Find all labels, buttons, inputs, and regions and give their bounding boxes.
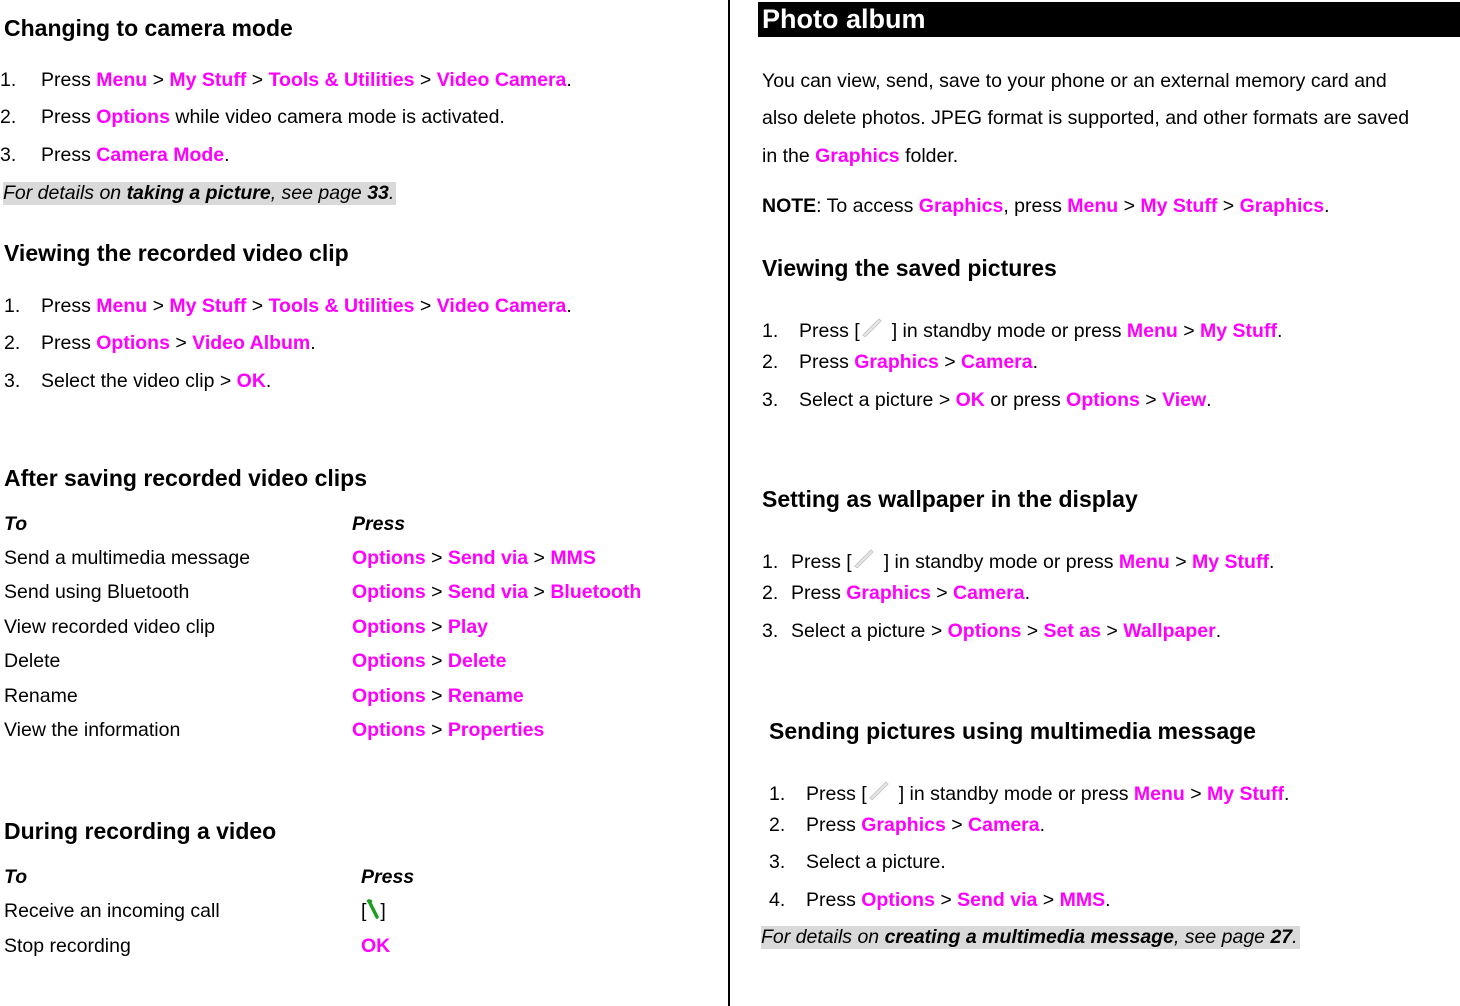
menu-term: MMS xyxy=(1059,889,1106,911)
step-pictures-1: 1. Press [ ] in standby mode or press Menu > My Stuff. xyxy=(762,320,1282,343)
menu-term: Wallpaper xyxy=(1123,620,1216,642)
menu-term: Options xyxy=(96,332,170,354)
note-access-graphics: NOTE: To access Graphics, press Menu > My Stuff > Graphics. xyxy=(762,195,1330,217)
note-creating-mms: For details on creating a multimedia message, see page 27. xyxy=(761,926,1298,948)
text-run: > xyxy=(934,889,958,911)
text-run: > xyxy=(1169,551,1193,573)
text-run: Select the video clip > xyxy=(41,370,237,392)
text-run: Press xyxy=(799,351,855,373)
soft-key-icon xyxy=(867,778,889,800)
table-row-press xyxy=(352,719,544,742)
menu-term: My Stuff xyxy=(1192,551,1269,573)
menu-term: MMS xyxy=(550,547,596,569)
text-run: > xyxy=(425,650,448,672)
step-send-1: 1. Press [ ] in standby mode or press Menu > My Stuff. xyxy=(769,783,1289,806)
text-run: . xyxy=(1105,889,1111,911)
menu-term: Graphics xyxy=(861,814,946,836)
text-run: , press xyxy=(1003,195,1068,217)
text-run: or press xyxy=(984,389,1067,411)
section-heading-sending-pictures: Sending pictures using multimedia message xyxy=(769,718,1256,744)
text-run: > xyxy=(246,69,269,91)
table-row-label: View the information xyxy=(4,719,181,741)
text-run: Press xyxy=(791,582,847,604)
menu-term: Camera xyxy=(953,582,1025,604)
column-header-to: To xyxy=(4,513,28,535)
text-run: > xyxy=(1021,620,1044,642)
text-run: > xyxy=(147,69,170,91)
text-run: > xyxy=(945,814,969,836)
text-run: . xyxy=(310,332,316,354)
intro-line-1: You can view, send, save to your phone or an external memory card and xyxy=(762,70,1387,92)
text-run: Press xyxy=(41,106,97,128)
step-pictures-2: 2. Press Graphics > Camera. xyxy=(762,351,1039,373)
text-run: > xyxy=(246,295,269,317)
table-row-label: View recorded video clip xyxy=(4,616,216,638)
table-row-label: Send using Bluetooth xyxy=(4,581,190,603)
menu-term: Menu xyxy=(1067,195,1119,217)
text-run: > xyxy=(425,581,448,603)
text-run: > xyxy=(1139,389,1163,411)
text-run: Select a picture. xyxy=(806,851,946,873)
menu-term: Video Album xyxy=(192,332,311,354)
text-run: > xyxy=(938,351,962,373)
text-run: > xyxy=(930,582,954,604)
menu-term: Options xyxy=(352,547,426,569)
text-run: while video camera mode is activated. xyxy=(169,106,505,128)
text-run: . xyxy=(1032,351,1039,373)
section-heading-viewing-pictures: Viewing the saved pictures xyxy=(762,255,1057,281)
text-run: > xyxy=(425,719,448,741)
text-run: > xyxy=(414,69,437,91)
text-run: . xyxy=(224,144,230,166)
table-row-press xyxy=(352,547,596,570)
text-run: > xyxy=(425,685,448,707)
table-row-press: OK xyxy=(361,935,391,957)
menu-term: My Stuff xyxy=(169,69,247,91)
table-row-label: Send a multimedia message xyxy=(4,547,251,569)
text-run: . xyxy=(1268,551,1275,573)
text-run: . xyxy=(1039,814,1046,836)
text-run: ] in standby mode or press xyxy=(898,783,1134,805)
text-run: . xyxy=(1206,389,1212,411)
step-wallpaper-1: 1. Press [ ] in standby mode or press Menu > My Stuff. xyxy=(762,551,1274,574)
table-row-label: Stop recording xyxy=(4,935,131,957)
text-run: Select a picture > xyxy=(791,620,948,642)
text-run: Press xyxy=(806,889,862,911)
menu-term: My Stuff xyxy=(1140,195,1218,217)
text-run: > xyxy=(1118,195,1141,217)
menu-term: Play xyxy=(447,616,489,638)
menu-term: Options xyxy=(352,581,426,603)
menu-term: Set as xyxy=(1043,620,1101,642)
text-run: > xyxy=(1184,783,1208,805)
menu-term: Rename xyxy=(447,685,524,707)
menu-term: Menu xyxy=(96,295,148,317)
text-run: . xyxy=(566,69,572,91)
section-heading-viewing-video: Viewing the recorded video clip xyxy=(4,240,349,266)
text-run: > xyxy=(425,616,448,638)
text-run: . xyxy=(1215,620,1222,642)
text-run: > xyxy=(528,547,551,569)
text-run: Press xyxy=(41,144,97,166)
menu-term: My Stuff xyxy=(1207,783,1284,805)
menu-term: Graphics xyxy=(1239,195,1325,217)
text-run: . xyxy=(1283,783,1290,805)
text-run: . xyxy=(265,370,272,392)
menu-term: Options xyxy=(947,620,1022,642)
column-header-to: To xyxy=(4,866,28,888)
menu-term: Tools & Utilities xyxy=(268,69,415,91)
section-heading-after-saving: After saving recorded video clips xyxy=(4,465,368,491)
menu-term: Options xyxy=(861,889,935,911)
step-camera-3: 3. Press Camera Mode. xyxy=(0,144,230,166)
column-header-press: Press xyxy=(352,513,406,535)
text-run: > xyxy=(425,547,448,569)
table-row-press xyxy=(352,685,524,708)
step-view-3: 3. Select the video clip > OK. xyxy=(4,370,272,392)
text-run: > xyxy=(528,581,551,603)
intro-line-2: also delete photos. JPEG format is supported, and other formats are saved xyxy=(762,107,1410,129)
step-send-3: 3. Select a picture. xyxy=(769,851,946,873)
step-wallpaper-3: 3. Select a picture > Options > Set as > Wallpaper. xyxy=(762,620,1222,642)
menu-term: Menu xyxy=(1118,551,1170,573)
text-run: Press xyxy=(41,332,97,354)
menu-term: Delete xyxy=(447,650,507,672)
step-camera-2: 2. Press Options while video camera mode is activated. xyxy=(0,106,505,128)
step-wallpaper-2: 2. Press Graphics > Camera. xyxy=(762,582,1031,604)
text-run: Press xyxy=(41,69,97,91)
menu-term: Menu xyxy=(1133,783,1185,805)
table-row-press: [ ] xyxy=(361,900,386,923)
intro-line-3 xyxy=(762,145,958,168)
menu-term: Options xyxy=(96,106,170,128)
menu-term: Menu xyxy=(1126,320,1178,342)
column-header-press: Press xyxy=(361,866,415,888)
call-key-icon xyxy=(366,898,380,920)
menu-term: Options xyxy=(352,685,426,707)
text-run: Press xyxy=(41,295,97,317)
step-send-4: 4. Press Options > Send via > MMS. xyxy=(769,889,1111,911)
menu-term: Camera xyxy=(961,351,1033,373)
section-heading-camera-mode: Changing to camera mode xyxy=(4,15,293,41)
menu-term: Bluetooth xyxy=(550,581,642,603)
text-run: > xyxy=(1217,195,1240,217)
text-run: > xyxy=(1101,620,1124,642)
menu-term: Options xyxy=(352,719,426,741)
menu-term: Menu xyxy=(96,69,148,91)
note-taking-picture: For details on taking a picture, see page 33. xyxy=(3,182,395,204)
step-pictures-3: 3. Select a picture > OK or press Options > View. xyxy=(762,389,1212,411)
text-run: Press xyxy=(806,814,862,836)
table-row-label: Receive an incoming call xyxy=(4,900,220,922)
menu-term: Graphics xyxy=(846,582,931,604)
text-run: > xyxy=(147,295,170,317)
menu-term: OK xyxy=(236,370,266,392)
menu-term: Camera xyxy=(968,814,1040,836)
text-run: Select a picture > xyxy=(799,389,956,411)
menu-term: Graphics xyxy=(854,351,939,373)
text-run: ] in standby mode or press xyxy=(883,551,1119,573)
menu-term: OK xyxy=(955,389,985,411)
menu-term: Options xyxy=(352,650,426,672)
text-run: in the xyxy=(762,145,816,167)
menu-term: Graphics xyxy=(815,145,900,167)
text-run: . xyxy=(566,295,572,317)
right-column xyxy=(732,0,1460,1006)
text-run: > xyxy=(1037,889,1060,911)
text-run: > xyxy=(169,332,193,354)
column-divider xyxy=(728,0,730,1006)
table-row-press xyxy=(352,581,641,604)
table-row-press xyxy=(352,650,506,673)
table-row-label: Rename xyxy=(4,685,78,707)
menu-term: Tools & Utilities xyxy=(268,295,415,317)
menu-term: My Stuff xyxy=(169,295,247,317)
menu-term: View xyxy=(1162,389,1207,411)
menu-term: Options xyxy=(352,616,426,638)
text-run: . xyxy=(1024,582,1031,604)
text-run: folder. xyxy=(899,145,959,167)
step-camera-1: 1. Press Menu > My Stuff > Tools & Utilities > Video Camera. xyxy=(0,69,572,91)
text-run: > xyxy=(1177,320,1201,342)
step-view-1: 1. Press Menu > My Stuff > Tools & Utilities > Video Camera. xyxy=(4,295,572,317)
menu-term: Send via xyxy=(957,889,1038,911)
text-run: ] in standby mode or press xyxy=(891,320,1127,342)
menu-term: My Stuff xyxy=(1200,320,1277,342)
text-run: . xyxy=(1324,195,1330,217)
menu-term: Send via xyxy=(447,581,529,603)
step-send-2: 2. Press Graphics > Camera. xyxy=(769,814,1046,836)
menu-term: Graphics xyxy=(918,195,1004,217)
menu-term: Video Camera xyxy=(436,69,567,91)
left-column xyxy=(0,0,728,1006)
soft-key-icon xyxy=(860,315,882,337)
page-title: Photo album xyxy=(758,2,1460,37)
menu-term: Options xyxy=(1066,389,1140,411)
table-row-label: Delete xyxy=(4,650,61,672)
soft-key-icon xyxy=(852,546,874,568)
text-run: > xyxy=(414,295,437,317)
section-heading-during-recording: During recording a video xyxy=(4,818,277,844)
text-run: : To access xyxy=(816,195,919,217)
menu-term: Video Camera xyxy=(436,295,567,317)
menu-term: Camera Mode xyxy=(96,144,225,166)
menu-term: Send via xyxy=(447,547,529,569)
menu-term: Properties xyxy=(447,719,545,741)
table-row-press xyxy=(352,616,488,639)
section-heading-wallpaper: Setting as wallpaper in the display xyxy=(762,486,1138,512)
text-run: . xyxy=(1276,320,1283,342)
step-view-2: 2. Press Options > Video Album. xyxy=(4,332,316,354)
